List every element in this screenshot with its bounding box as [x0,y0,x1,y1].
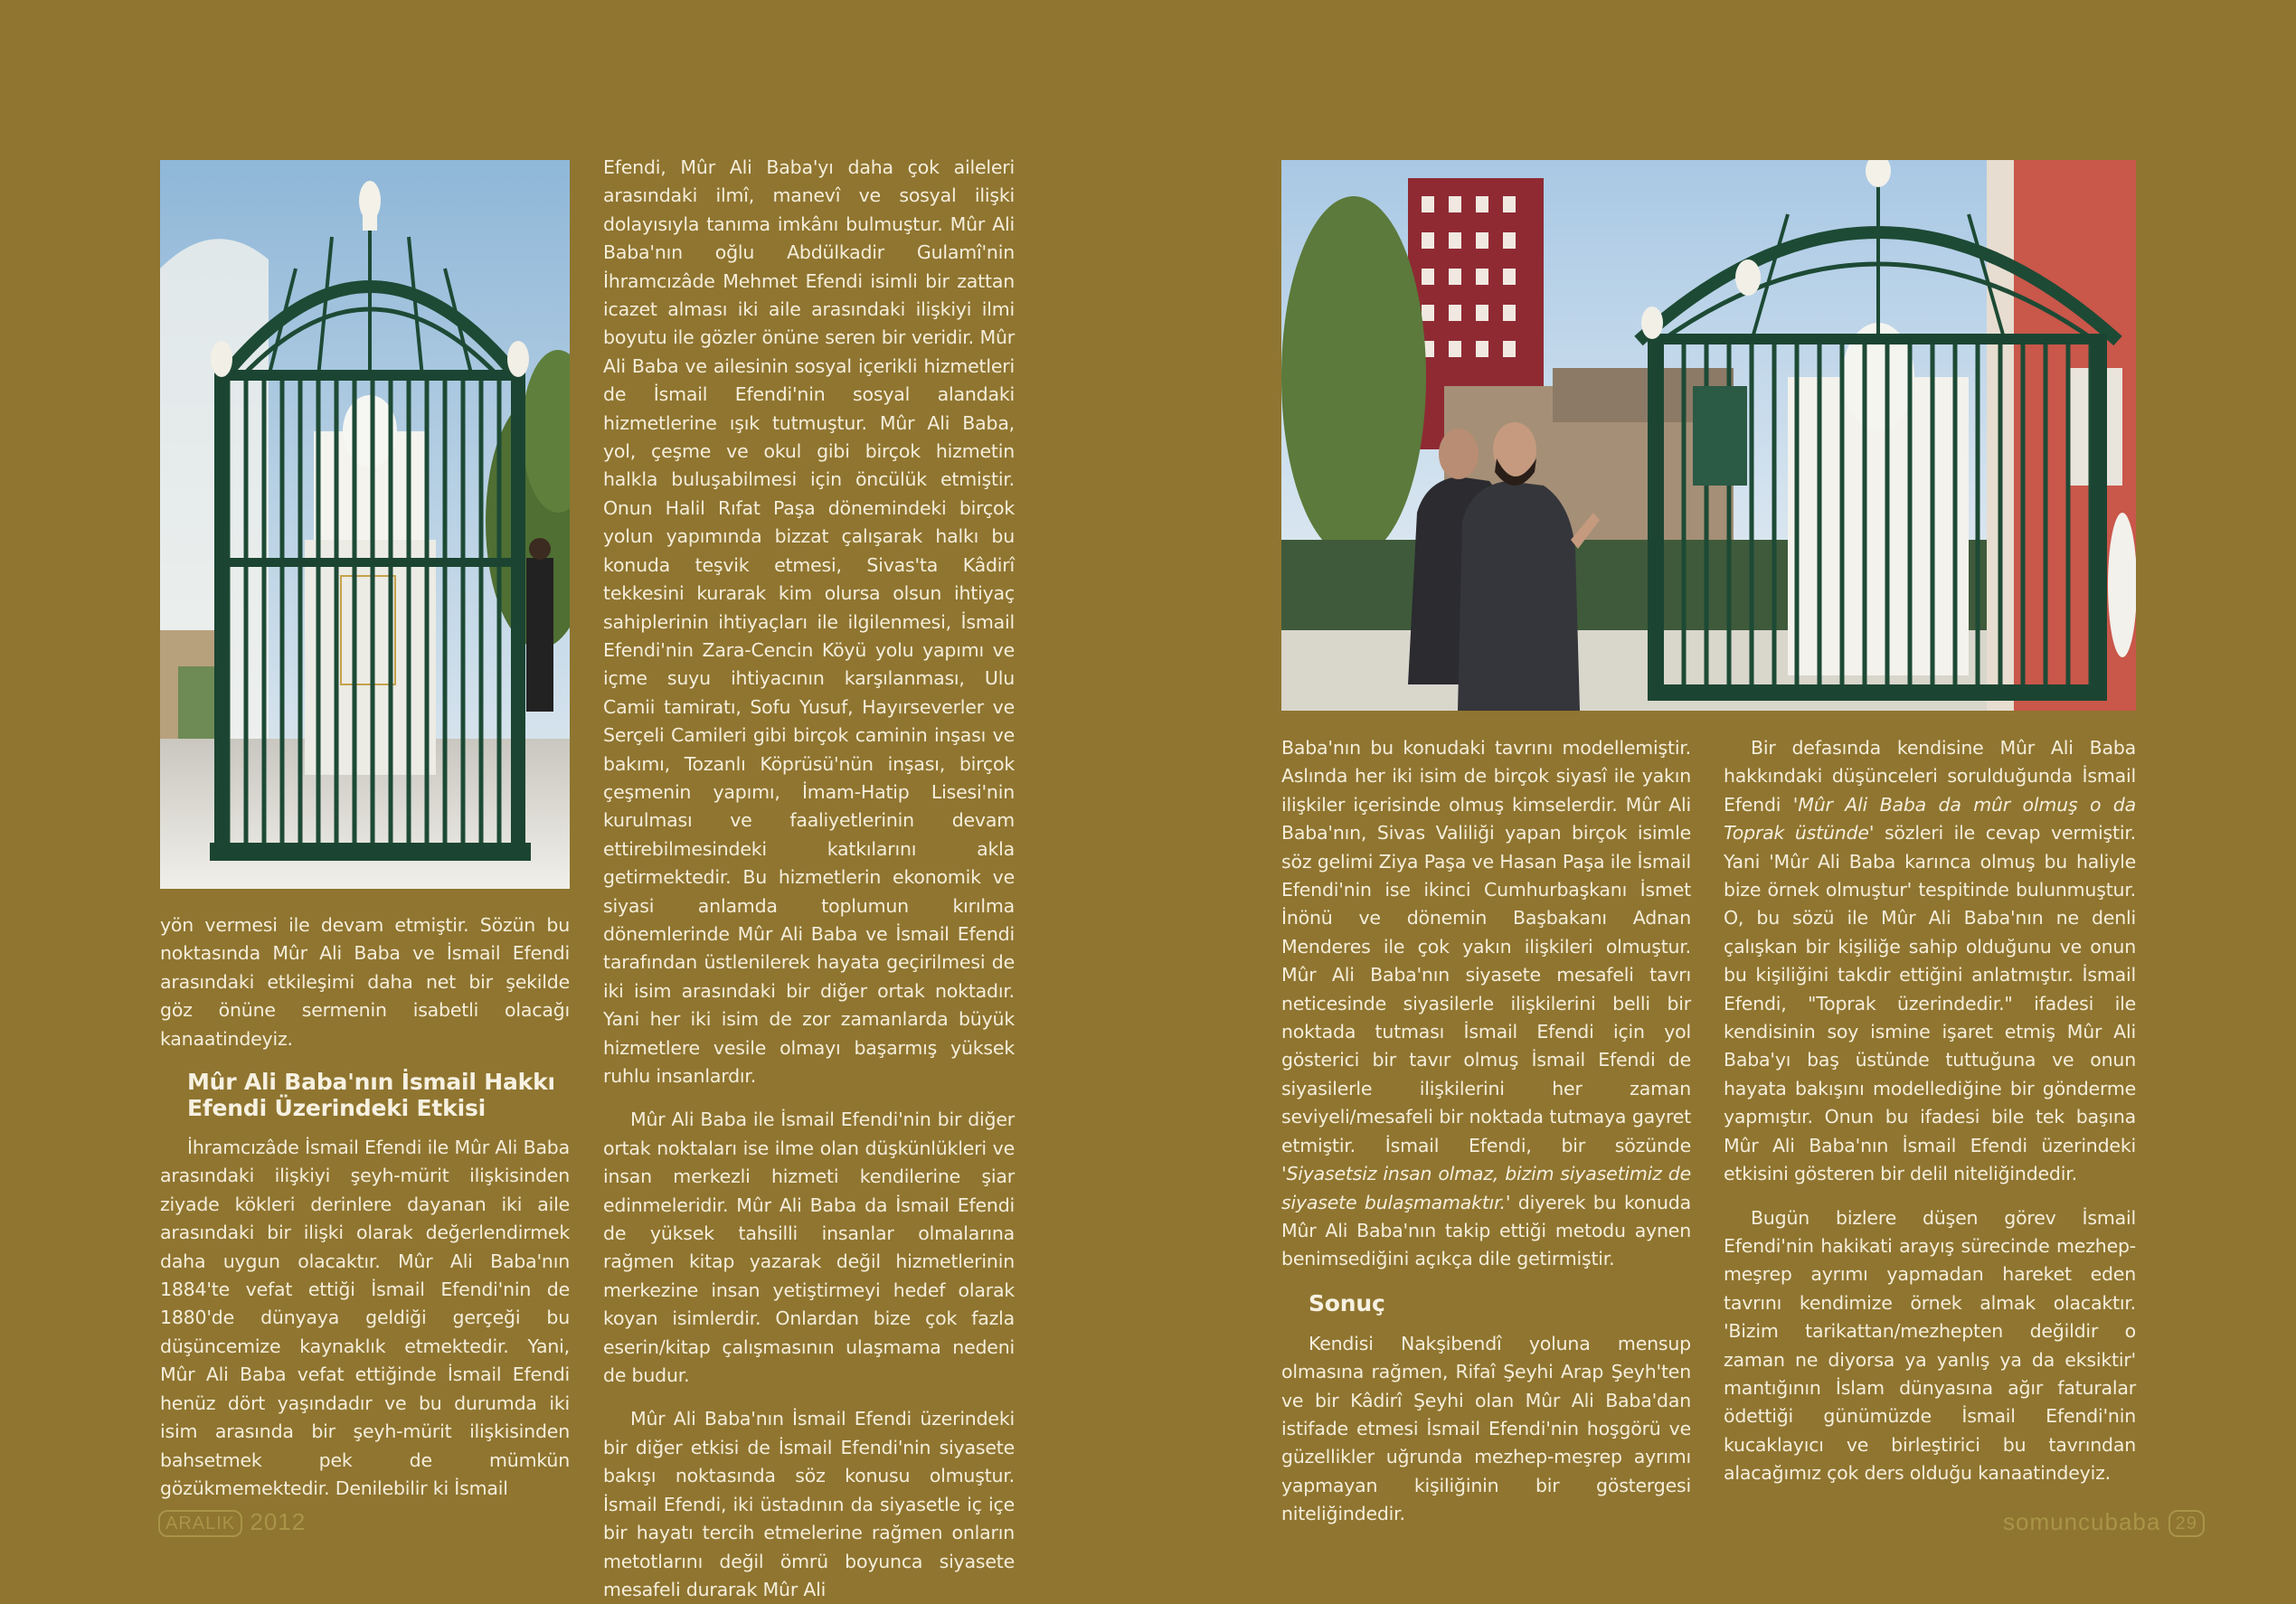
right-page-column-2 [1724,734,2136,1488]
left-col2-paragraph-3: Mûr Ali Baba'nın İsmail Efendi üzerindeki bir diğer etkisi de İsmail Efendi'nin siyasete bakışı noktasında söz konusu olmuştur. İsmail Efendi, iki üstadının da siyasetle iç içe bir hayatı tercih etmelerine rağmen onların metotlarını değil ömrü boyunca siyasete mesafeli durarak Mûr Ali [603,1408,1015,1600]
right-page-folio [2003,1508,2205,1537]
right-col2-paragraph-1-text-a: Bir defasında kendisine Mûr Ali Baba hakkındaki düşünceleri sorulduğunda İsmail Efendi ' [1724,737,2136,816]
photo-tomb-cage-left [160,160,570,889]
issue-month-label: ARALIK [158,1510,242,1537]
quote-mur-ali-baba-da-mur-olmus: Mûr Ali Baba da mûr olmuş o da Toprak üstünde [1724,793,2136,844]
left-col1-paragraph-2: İhramcızâde İsmail Efendi ile Mûr Ali Baba arasındaki ilişkiyi şeyh-mürit ilişkisinden ziyade kökleri derinlere dayanan iki aile arasındaki bir ilişki olarak değerlendirmek daha uygun olacaktır. Mûr Ali Baba'nın 1884'te vefat ettiği İsmail Efendi'nin de 1880'de dünyaya geldiği gerçeği bu düşüncemize kaynaklık etmektedir. Yani, Mûr Ali Baba vefat ettiğinde İsmail Efendi henüz dört yaşındadır ve bu durumda iki isim arasında bir şeyh-mürit ilişkisinden bahsetmek pek de mümkün gözükmemektedir. Denilebilir ki İsmail [160,1137,570,1499]
left-page-folio [158,1508,306,1537]
right-page-number: 29 [2168,1510,2205,1537]
section-heading-sonuc: Sonuç [1309,1289,1385,1316]
left-col1-intro-paragraph: yön vermesi ile devam etmiştir. Sözün bu noktasında Mûr Ali Baba ve İsmail Efendi arasındaki etkileşimi daha net bir şekilde göz önüne sermenin isabetli olacağı kanaatindeyiz. [160,914,570,1050]
left-page-column-1 [160,911,570,1503]
photo-visitors-at-tomb [1281,160,2136,711]
right-col1-paragraph-1-text-b: ' diyerek bu konuda Mûr Ali Baba'nın takip ettiği metodu aynen benimsediğini açıkça dile getirmiştir. [1281,1191,1691,1270]
right-col2-paragraph-2: Bugün bizlere düşen görev İsmail Efendi'nin hakikati arayış sürecinde mezhep-meşrep ayrımı yapmadan hareket eden tavrını kendimize örnek almak olacaktır. 'Bizim tarikattan/mezhepten değildir o zaman ne diyorsa ya yanlış ya da eksiktir' mantığının İslam dünyasına ağır faturalar ödettiği günümüzde İsmail Efendi'nin kucaklayıcı ve birleştirici bu tavrından alacağımız çok ders olduğu kanaatindeyiz. [1724,1206,2136,1485]
right-col1-paragraph-1 [1281,734,1691,1274]
left-page-column-2 [603,154,1015,1604]
left-page-number: 2012 [250,1508,307,1535]
right-col2-paragraph-1 [1724,734,2136,1189]
section-heading-mur-ali-baba-influence: Mûr Ali Baba'nın İsmail Hakkı Efendi Üzerindeki Etkisi [187,1069,555,1122]
right-page-column-1 [1281,734,1691,1529]
quote-siyasetsiz-insan: Siyasetsiz insan olmaz, bizim siyasetimiz de siyasete bulaşmamaktır. [1281,1163,1691,1213]
magazine-name-logo: somuncubaba [2003,1508,2161,1535]
left-col2-paragraph-1: Efendi, Mûr Ali Baba'yı daha çok aileleri arasındaki ilmî, manevî ve sosyal ilişki dolayısıyla tanıma imkânı bulmuştur. Mûr Ali Baba'nın oğlu Abdülkadir Gulamî'nin İhramcızâde Mehmet Efendi isimli bir zattan icazet alması iki aile arasındaki ilişkiyi ilmi boyutu ile gözler önüne seren bir veridir. Mûr Ali Baba ve ailesinin sosyal içerikli hizmetleri de İsmail Efendi'nin sosyal alandaki hizmetlerine ışık tutmuştur. Mûr Ali Baba, yol, çeşme ve okul gibi birçok hizmetin halkla buluşabilmesi için öncülük etmiştir. Onun Halil Rıfat Paşa dönemindeki birçok yolun yapımında bizzat çalışarak halkı bu konuda teşvik etmesi, Sivas'ta Kâdirî tekkesini kurarak kim olursa olsun ihtiyaç sahiplerinin ihtiyaçları ile ilgilenmesi, İsmail Efendi'nin Zara-Cencin Köyü yolu yapımı ve içme suyu ihtiyacının karşılanması, Ulu Camii tamiratı, Sofu Yusuf, Hayırseverler ve Serçeli Camileri gibi birçok caminin inşası ve bakımı, Tozanlı Köprüsü'nün inşası, birçok çeşmenin yapımı, İmam-Hatip Lisesi'nin kurulması ve faaliyetlerinin devam ettirebilmesindeki katkılarını akla getirmektedir. Bu hizmetlerin ekonomik ve siyasi anlamda toplumun kırılma dönemlerinde Mûr Ali Baba ve İsmail Efendi tarafından üstlenilerek hayata geçirilmesi de iki isim arasındaki bir diğer ortak noktadır. Yani her iki isim de zor zamanlarda büyük hizmetlere vesile olmayı başarmış yüksek ruhlu insanlardır. [603,156,1015,1087]
right-col1-paragraph-2: Kendisi Nakşibendî yoluna mensup olmasına rağmen, Rifaî Şeyhi Arap Şeyh'ten ve bir Kâdirî Şeyhi olan Mûr Ali Baba'dan istifade etmesi İsmail Efendi'nin hoşgörü ve güzellikler uğrunda mezhep-meşrep ayrımı yapmayan kişiliğinin bir göstergesi niteliğindedir. [1281,1332,1691,1525]
right-col1-paragraph-1-text-a: Baba'nın bu konudaki tavrını modellemiştir. Aslında her iki isim de birçok siyasî ile yakın ilişkiler içerisinde olmuş kimselerdir. Mûr Ali Baba'nın, Sivas Valiliği yapan birçok isimle söz gelimi Ziya Paşa ve Hasan Paşa ile İsmail Efendi'nin ise ikinci Cumhurbaşkanı İsmet İnönü ve dönemin Başbakanı Adnan Menderes ile çok yakın ilişkileri olmuştur. Mûr Ali Baba'nın siyasete mesafeli tavrı neticesinde siyasilerle ilişkilerini belli bir noktada tutması İsmail Efendi için yol gösterici bir tavır olmuş İsmail Efendi de siyasilerle ilişkilerini her zaman seviyeli/mesafeli bir noktada tutmaya gayret etmiştir. İsmail Efendi, bir sözünde ' [1281,737,1691,1185]
right-col2-paragraph-1-text-b: ' sözleri ile cevap vermiştir. Yani 'Mûr Ali Baba karınca olmuş bu haliyle bize örnek olmuştur' tespitinde bulunmuştur. O, bu sözü ile Mûr Ali Baba'nın ne denli çalışkan bir kişiliğe sahip olduğunu ve onun bu kişiliğini takdir ettiğini anlatmıştır. İsmail Efendi, "Toprak üzerindedir." ifadesi ile kendisinin soy ismine işaret etmiş Mûr Ali Baba'yı baş üstünde tuttuğuna ve onun hayata bakışını modellediğine bir gönderme yapmıştır. Onun bu ifadesi bile tek başına Mûr Ali Baba'nın İsmail Efendi üzerindeki etkisini gösteren bir delil niteliğindedir. [1724,822,2136,1185]
left-col2-paragraph-2: Mûr Ali Baba ile İsmail Efendi'nin bir diğer ortak noktaları ise ilme olan düşkünlükleri ve insan merkezli hizmeti kendilerine şiar edinmeleridir. Mûr Ali Baba da İsmail Efendi de yüksek tahsilli insanlar olmalarına rağmen kitap yazarak değil hizmetlerinin merkezine insan yetiştirmeyi hedef olarak koyan isimlerdir. Onlardan bize çok fazla eserin/kitap çalışmasının ulaşmama nedeni de budur. [603,1109,1015,1387]
